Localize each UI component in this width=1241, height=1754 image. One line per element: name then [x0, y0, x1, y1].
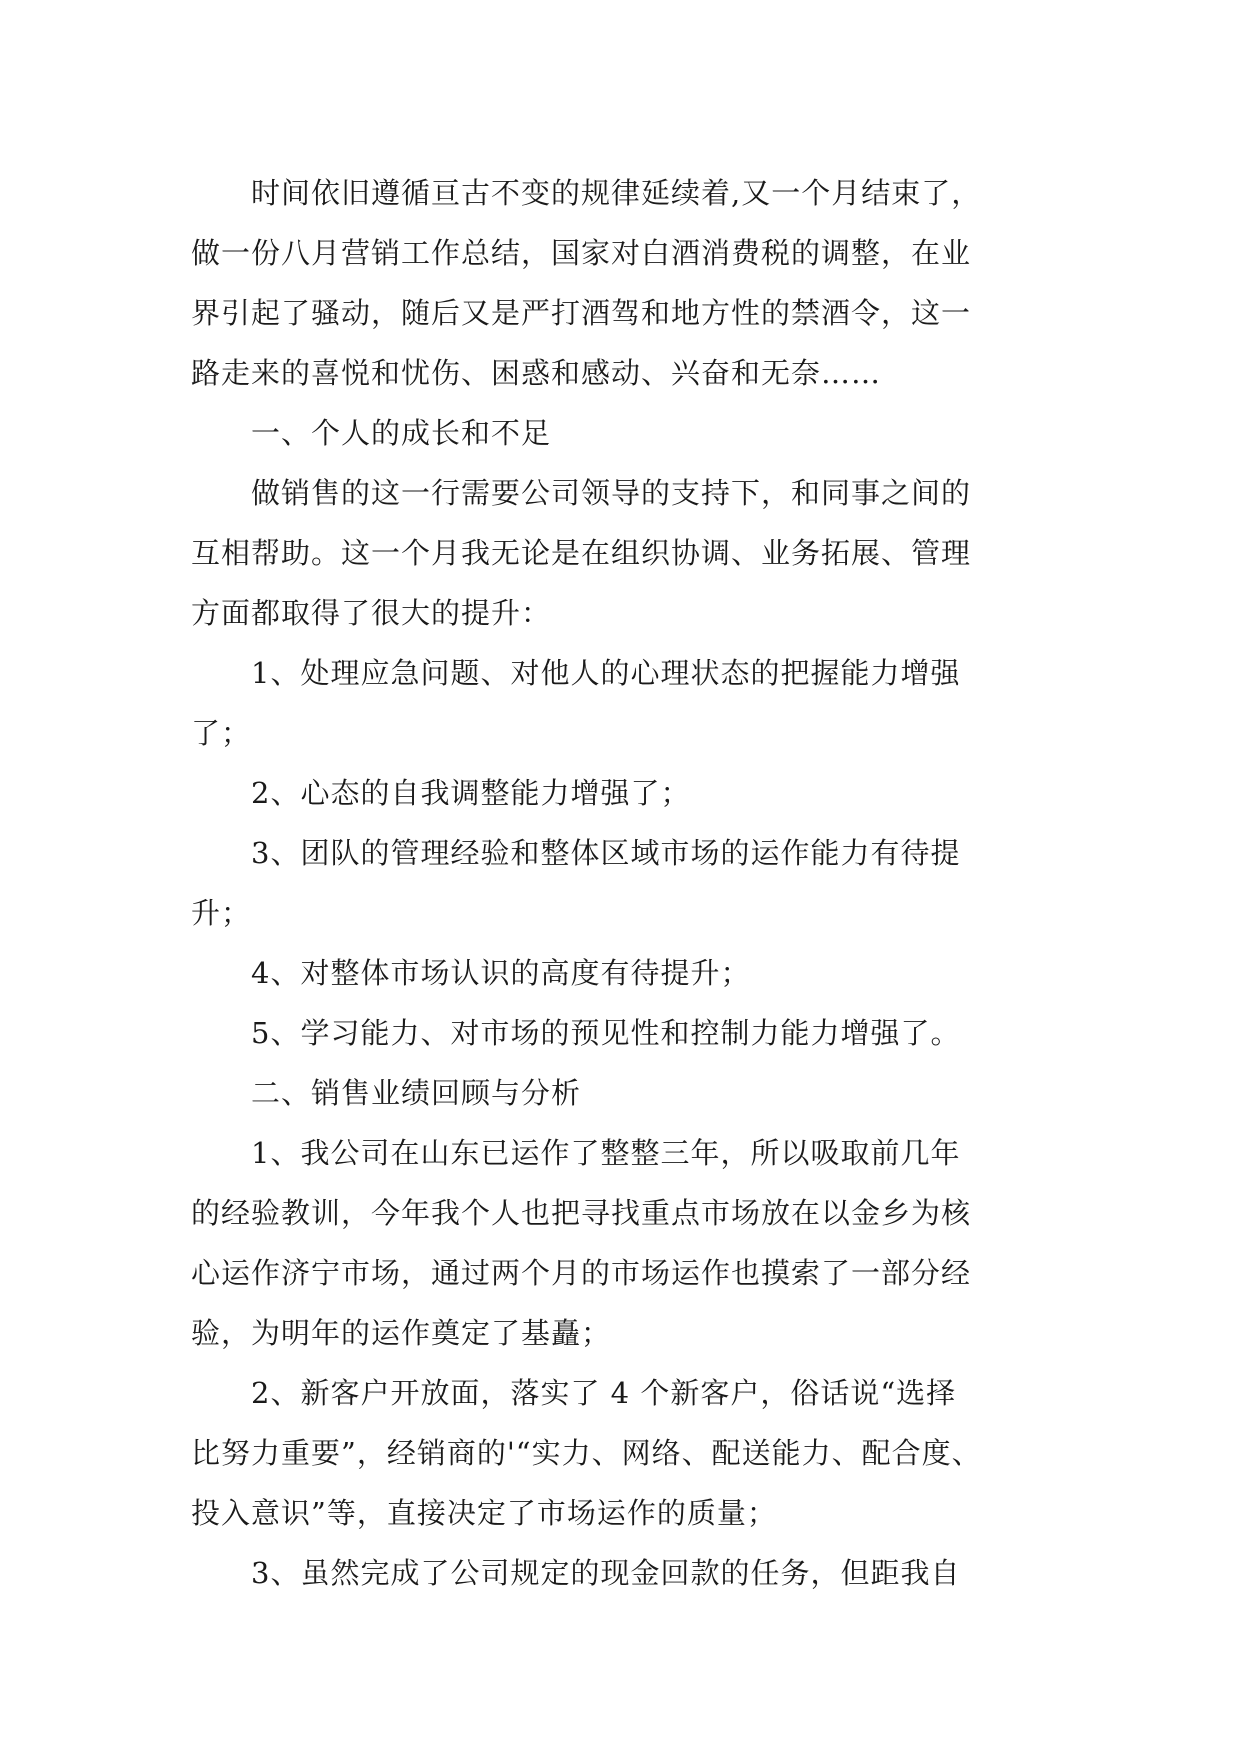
list-item-line: 3、虽然完成了公司规定的现金回款的任务，但距我自 — [251, 1556, 961, 1590]
list-item-line: 心运作济宁市场，通过两个月的市场运作也摸索了一部分经 — [191, 1256, 972, 1290]
paragraph-line: 时间依旧遵循亘古不变的规律延续着,又一个月结束了， — [251, 176, 982, 210]
section-heading: 二、销售业绩回顾与分析 — [251, 1076, 582, 1110]
list-item-line: 比努力重要”，经销商的'“实力、网络、配送能力、配合度、 — [191, 1436, 982, 1470]
paragraph-line: 界引起了骚动，随后又是严打酒驾和地方性的禁酒令，这一 — [191, 296, 972, 330]
list-item-line: 验，为明年的运作奠定了基矗； — [191, 1316, 612, 1350]
paragraph-line: 互相帮助。这一个月我无论是在组织协调、业务拓展、管理 — [191, 536, 972, 570]
paragraph-line: 路走来的喜悦和忧伤、困惑和感动、兴奋和无奈…… — [191, 356, 882, 390]
list-item-line: 1、我公司在山东已运作了整整三年，所以吸取前几年 — [251, 1136, 961, 1170]
list-item-line: 投入意识”等，直接决定了市场运作的质量； — [191, 1496, 777, 1530]
list-item-line: 2、新客户开放面，落实了 4 个新客户，俗话说“选择 — [251, 1376, 957, 1410]
document-body — [191, 163, 1051, 1603]
list-item-line: 了； — [191, 716, 252, 750]
list-item-line: 2、心态的自我调整能力增强了； — [251, 776, 691, 810]
paragraph-line: 做销售的这一行需要公司领导的支持下，和同事之间的 — [251, 476, 972, 510]
list-item-line: 3、团队的管理经验和整体区域市场的运作能力有待提 — [251, 836, 961, 870]
paragraph-line: 做一份八月营销工作总结，国家对白酒消费税的调整，在业 — [191, 236, 972, 270]
list-item-line: 4、对整体市场认识的高度有待提升； — [251, 956, 751, 990]
list-item-line: 的经验教训，今年我个人也把寻找重点市场放在以金乡为核 — [191, 1196, 972, 1230]
section-heading: 一、个人的成长和不足 — [251, 416, 552, 450]
list-item-line: 5、学习能力、对市场的预见性和控制力能力增强了。 — [251, 1016, 961, 1050]
list-item-line: 升； — [191, 896, 252, 930]
paragraph-line: 方面都取得了很大的提升： — [191, 596, 552, 630]
list-item-line: 1、处理应急问题、对他人的心理状态的把握能力增强 — [251, 656, 961, 690]
